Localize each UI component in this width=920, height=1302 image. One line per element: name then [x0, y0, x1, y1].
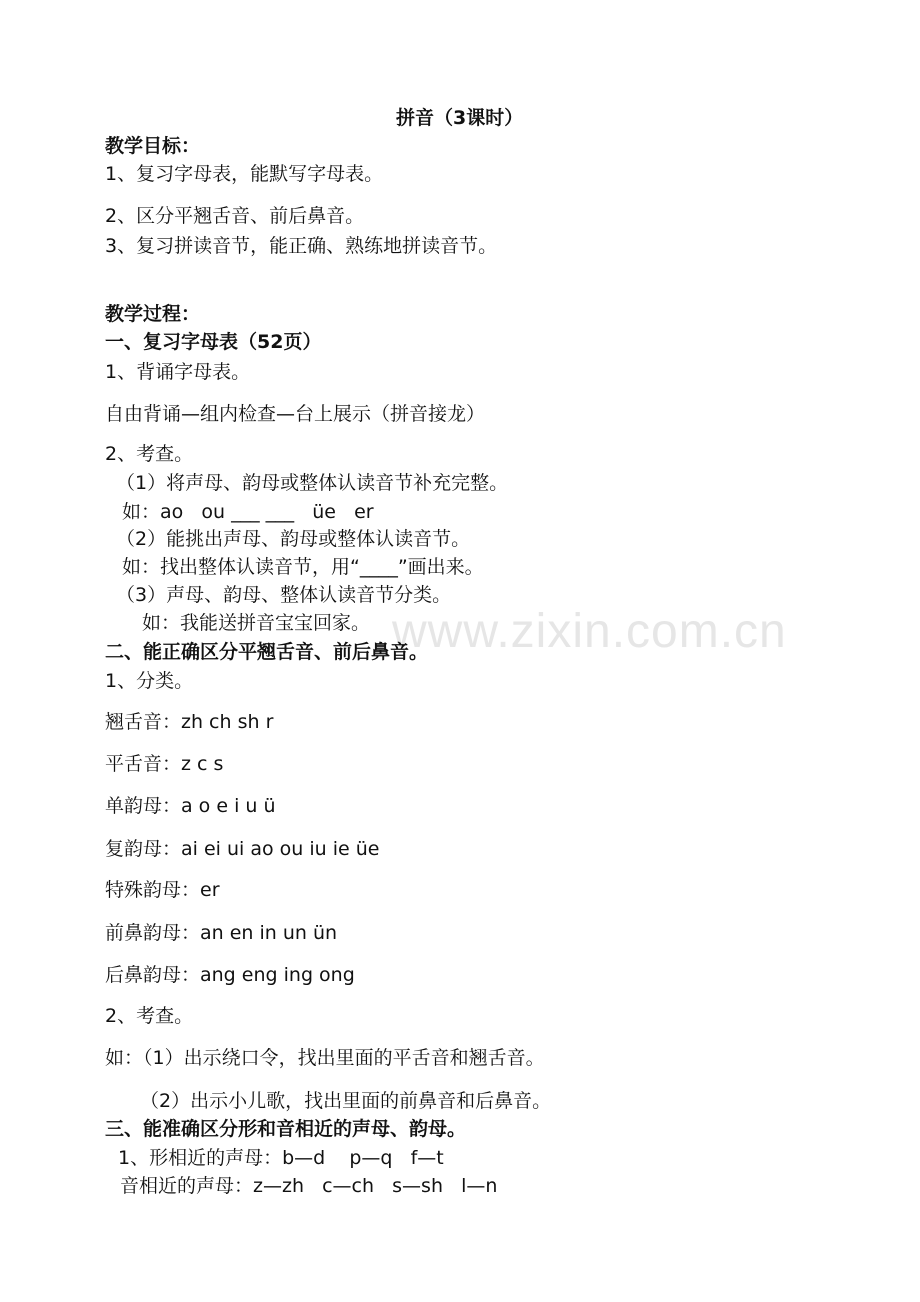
section-1-line-9: 如：我能送拼音宝宝回家。 — [142, 612, 371, 634]
section-2-line-9: 2、考查。 — [105, 1005, 194, 1027]
section-2-line-5: 复韵母：ai ei ui ao ou iu ie üe — [105, 838, 380, 860]
process-heading: 教学过程： — [105, 303, 201, 325]
section-1-line-7: 如：找出整体认读音节，用“____”画出来。 — [122, 556, 484, 578]
section-1-line-5: 如：ao ou ___ ___ üe er — [122, 501, 374, 523]
section-1-line-2: 自由背诵—组内检查—台上展示（拼音接龙） — [105, 403, 486, 425]
objective-item-1: 1、复习字母表，能默写字母表。 — [105, 163, 384, 185]
section-1-heading: 一、复习字母表（52页） — [105, 331, 322, 353]
page-title: 拼音（3课时） — [396, 107, 524, 129]
section-1-line-1: 1、背诵字母表。 — [105, 361, 251, 383]
section-1-line-3: 2、考查。 — [105, 443, 194, 465]
watermark: www.zixin.com.cn — [392, 605, 787, 658]
section-2-line-3: 平舌音：z c s — [105, 753, 224, 775]
section-1-line-4: （1）将声母、韵母或整体认读音节补充完整。 — [116, 472, 509, 494]
section-3-line-2: 音相近的声母：z—zh c—ch s—sh l—n — [120, 1175, 498, 1197]
section-2-line-8: 后鼻韵母：ang eng ing ong — [105, 964, 355, 986]
objective-item-2: 2、区分平翘舌音、前后鼻音。 — [105, 205, 365, 227]
section-1-line-8: （3）声母、韵母、整体认读音节分类。 — [116, 584, 452, 606]
section-2-line-11: （2）出示小儿歌，找出里面的前鼻音和后鼻音。 — [140, 1090, 552, 1112]
objectives-heading: 教学目标： — [105, 135, 201, 157]
section-2-line-4: 单韵母：a o e i u ü — [105, 795, 276, 817]
section-1-line-6: （2）能挑出声母、韵母或整体认读音节。 — [116, 528, 471, 550]
section-2-line-7: 前鼻韵母：an en in un ün — [105, 922, 338, 944]
section-2-line-10: 如：（1）出示绕口令，找出里面的平舌音和翘舌音。 — [105, 1047, 545, 1069]
section-2-heading: 二、能正确区分平翘舌音、前后鼻音。 — [105, 641, 429, 663]
section-2-line-1: 1、分类。 — [105, 670, 194, 692]
section-3-heading: 三、能准确区分形和音相近的声母、韵母。 — [105, 1118, 467, 1140]
section-3-line-1: 1、形相近的声母：b—d p—q f—t — [118, 1147, 444, 1169]
objective-item-3: 3、复习拼读音节，能正确、熟练地拼读音节。 — [105, 235, 498, 257]
section-2-line-2: 翘舌音：zh ch sh r — [105, 711, 274, 733]
section-2-line-6: 特殊韵母：er — [105, 879, 220, 901]
